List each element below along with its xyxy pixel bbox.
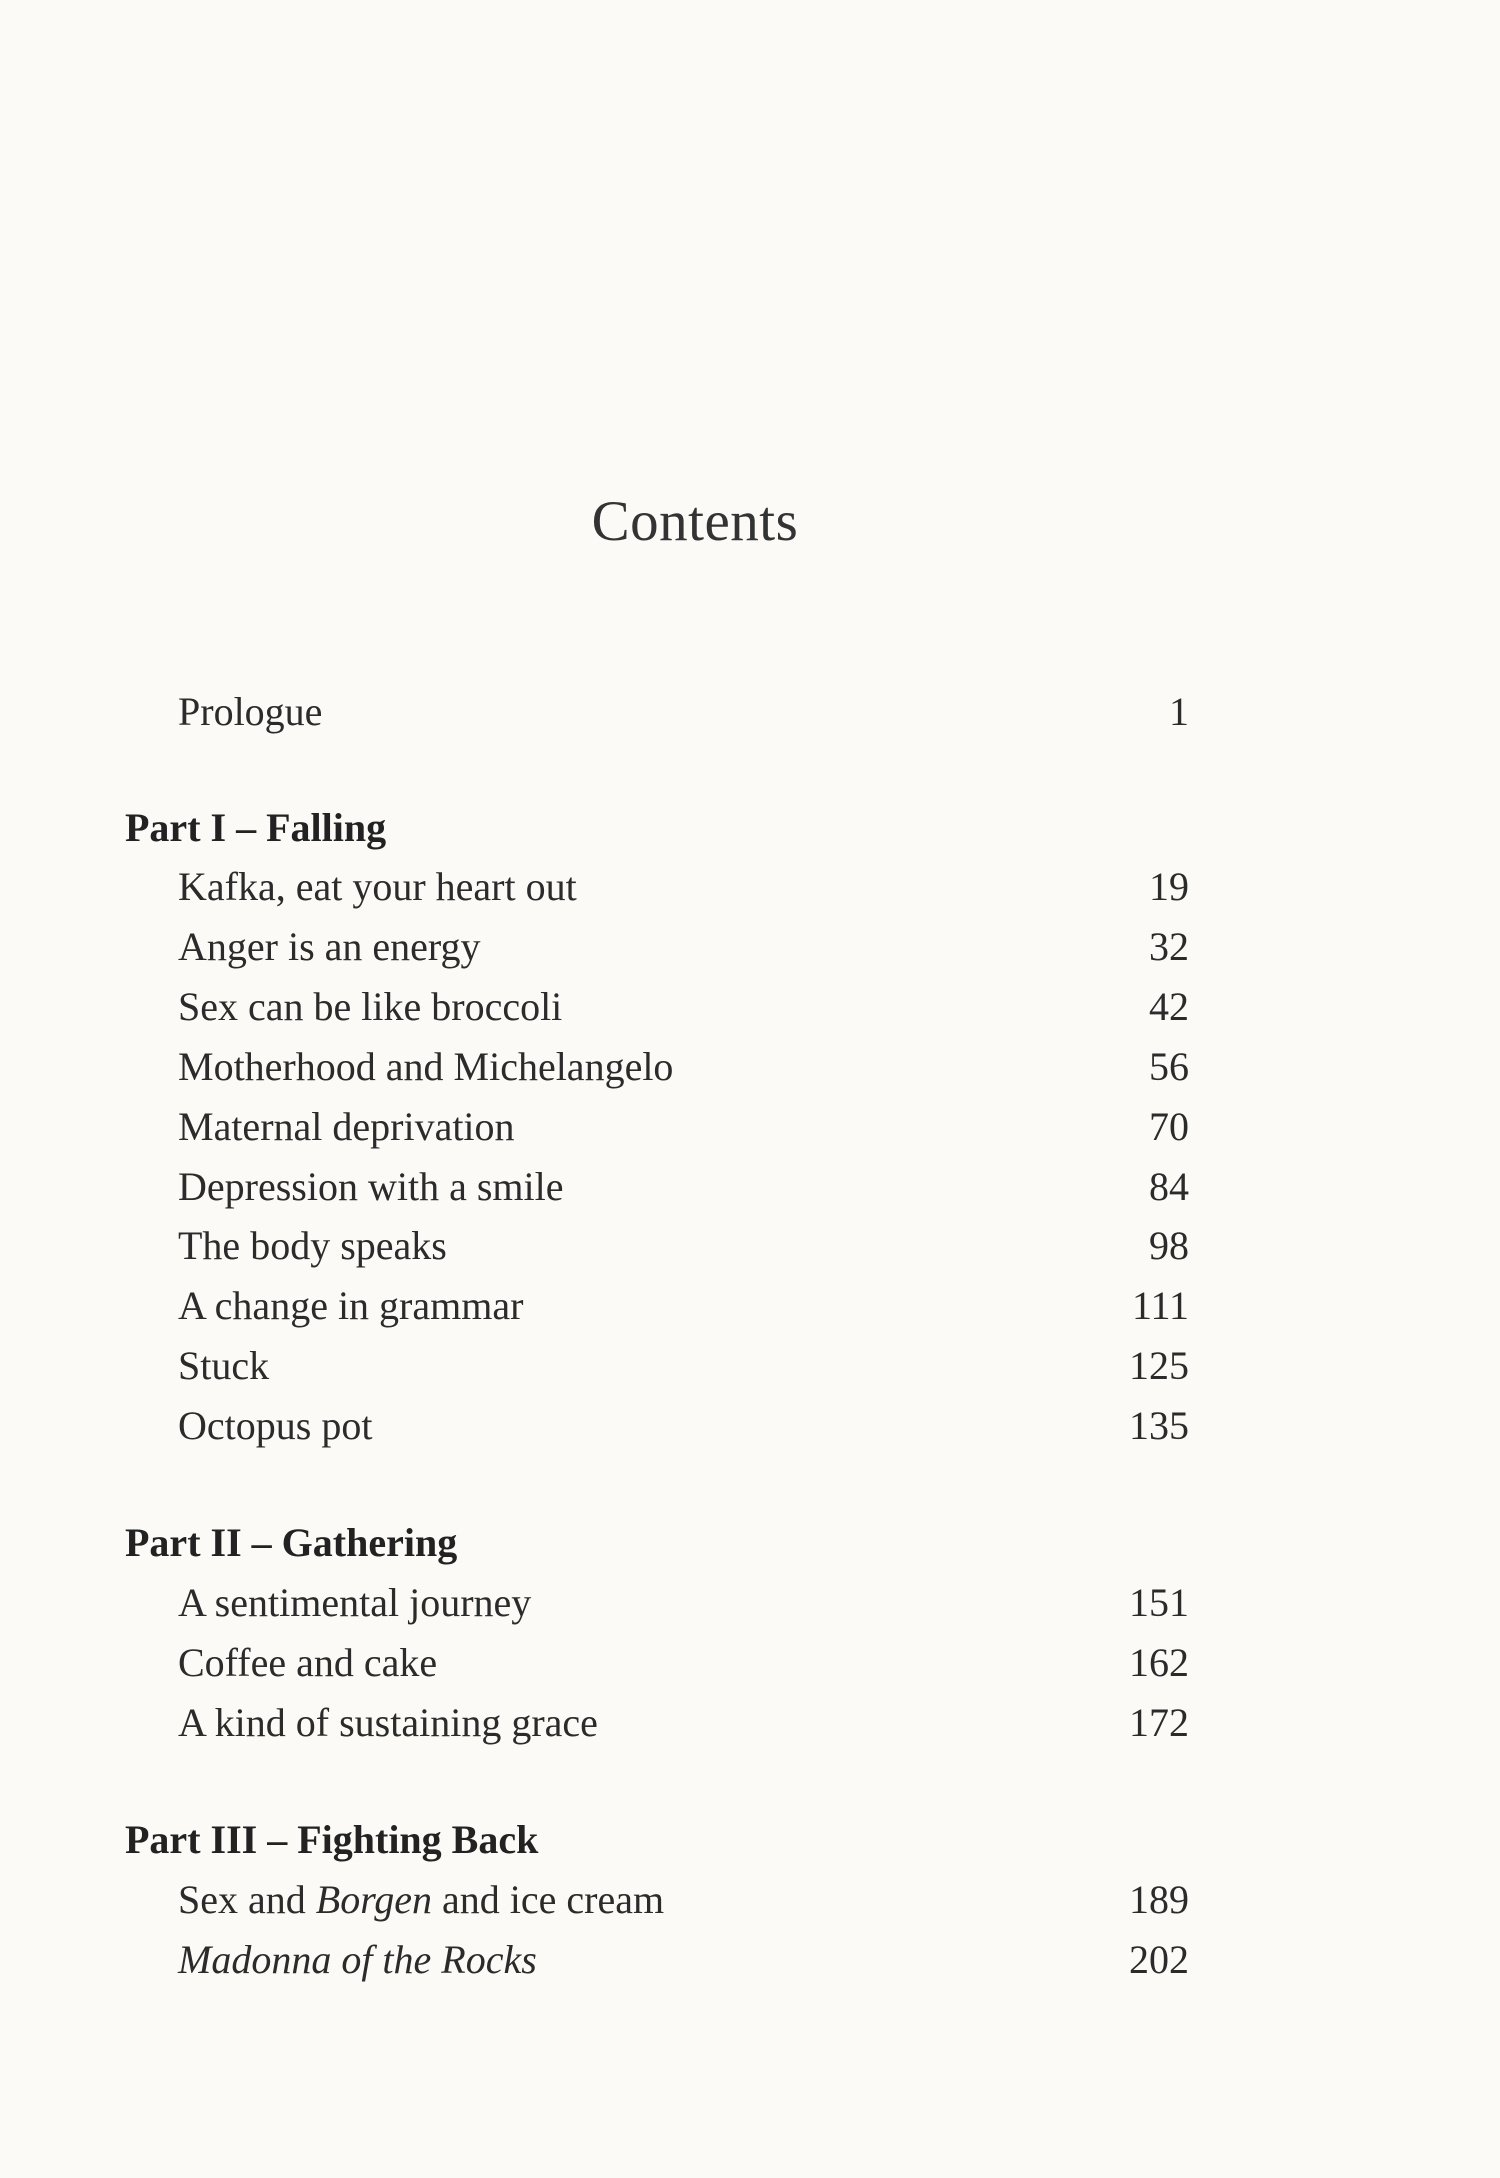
toc-entry-page: 42 [1149,984,1189,1029]
toc-entry[interactable] [178,1037,1189,1097]
toc-entry-page: 189 [1129,1877,1189,1922]
toc-entry[interactable] [178,1097,1189,1157]
toc-entry[interactable] [178,1573,1189,1633]
toc-entry-page: 84 [1149,1164,1189,1209]
toc-entry-page: 56 [1149,1044,1189,1089]
toc-entry-title: A sentimental journey [178,1580,532,1625]
toc-entry[interactable] [178,857,1189,917]
toc-entry-page: 70 [1149,1104,1189,1149]
toc-entry[interactable] [178,1870,1189,1930]
title-segment: Sex and [178,1877,316,1922]
toc-entry[interactable] [178,1157,1189,1217]
toc-entry[interactable] [178,917,1189,977]
title-segment-italic: Borgen [315,1877,433,1922]
toc-entry-title: Prologue [178,689,323,734]
toc-entry-page: 32 [1149,924,1189,969]
toc-entry[interactable] [178,977,1189,1037]
toc-entry-page: 98 [1149,1223,1189,1268]
toc-entry-title: Stuck [178,1343,270,1388]
title-segment: and ice cream [432,1877,665,1922]
toc-entry-title: Sex can be like broccoli [178,984,563,1029]
toc-entry-title: Depression with a smile [178,1164,564,1209]
toc-entry-title: Anger is an energy [178,924,481,969]
part-heading-3: Part III – Fighting Back [125,1817,539,1862]
toc-entry-page: 202 [1129,1937,1189,1982]
toc-entry-title: The body speaks [178,1223,447,1268]
toc-entry[interactable] [178,1396,1189,1456]
toc-entry-title: Motherhood and Michelangelo [178,1044,674,1089]
toc-entry-title: Octopus pot [178,1403,373,1448]
toc-entry-page: 135 [1129,1403,1189,1448]
toc-entry[interactable] [178,1216,1189,1276]
toc-entry-page: 172 [1129,1700,1189,1745]
toc-entry-title: Madonna of the Rocks [178,1937,537,1982]
toc-entry[interactable] [178,1276,1189,1336]
toc-entry-title: Coffee and cake [178,1640,438,1685]
toc-entry-prologue[interactable] [178,682,1189,742]
toc-entry-title: Kafka, eat your heart out [178,864,577,909]
toc-entry-page: 1 [1169,689,1189,734]
toc-entry-title: A change in grammar [178,1283,524,1328]
toc-entry[interactable] [178,1930,1189,1990]
toc-entry-page: 162 [1129,1640,1189,1685]
part-heading-1: Part I – Falling [125,805,387,850]
toc-entry[interactable] [178,1633,1189,1693]
part-heading-2: Part II – Gathering [125,1520,458,1565]
toc-entry-page: 19 [1149,864,1189,909]
toc-entry[interactable] [178,1336,1189,1396]
toc-entry-title [178,1870,664,1930]
toc-entry[interactable] [178,1693,1189,1753]
toc-entry-title: A kind of sustaining grace [178,1700,598,1745]
page-title: Contents [591,490,799,553]
toc-entry-page: 125 [1129,1343,1189,1388]
toc-entry-page: 111 [1131,1283,1189,1328]
toc-entry-title: Maternal deprivation [178,1104,515,1149]
toc-entry-page: 151 [1129,1580,1189,1625]
